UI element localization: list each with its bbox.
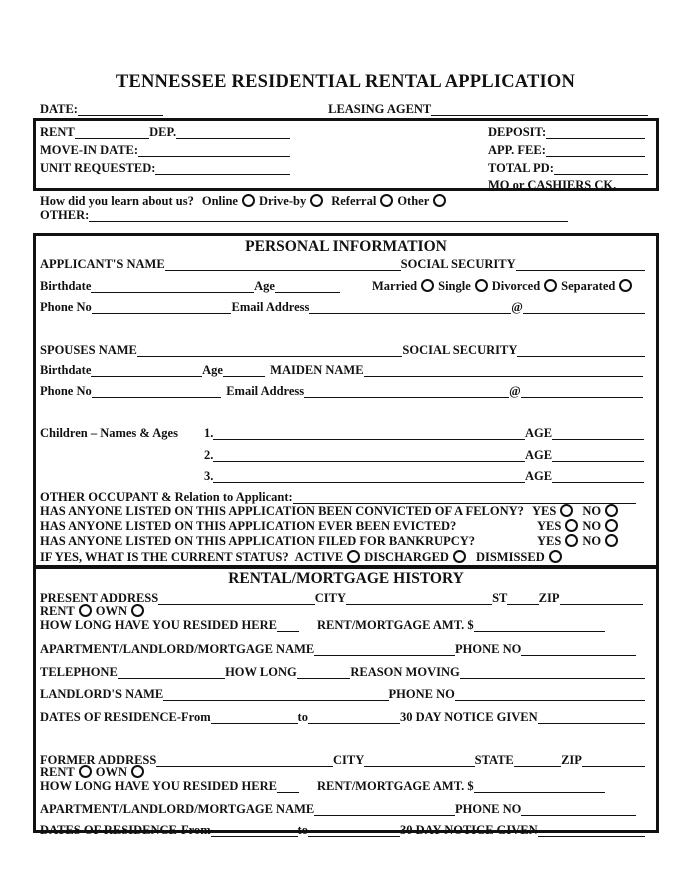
spouse-phone-label: Phone No: [40, 384, 92, 398]
child-1-number: 1.: [204, 426, 214, 440]
former-city-field[interactable]: [364, 754, 474, 767]
present-phone-field[interactable]: [521, 643, 636, 656]
felony-no-radio[interactable]: [605, 504, 618, 517]
deposit-field[interactable]: [546, 126, 645, 139]
former-how-long-label: HOW LONG HAVE YOU RESIDED HERE: [40, 779, 277, 793]
learn-driveby-label: Drive-by: [258, 194, 307, 208]
discharged-radio[interactable]: [453, 550, 466, 563]
present-rent-radio[interactable]: [79, 604, 92, 617]
former-notice-field[interactable]: [538, 824, 645, 837]
present-own-label: OWN: [95, 604, 127, 618]
spouse-email-field[interactable]: [304, 385, 509, 398]
evicted-question: HAS ANYONE LISTED ON THIS APPLICATION EVER BEEN EVICTED?: [40, 519, 457, 533]
spouse-name-field[interactable]: [137, 344, 402, 357]
other-field[interactable]: [89, 209, 568, 222]
former-address-label: FORMER ADDRESS: [40, 753, 157, 767]
present-city-label: CITY: [314, 591, 346, 605]
maiden-name-label: MAIDEN NAME: [270, 363, 364, 377]
spouse-email-domain-field[interactable]: [521, 385, 643, 398]
email-label: Email Address: [231, 300, 310, 314]
present-amt-label: RENT/MORTGAGE AMT. $: [316, 618, 474, 632]
phone-field[interactable]: [92, 301, 232, 314]
child-3-age-field[interactable]: [552, 470, 644, 483]
present-apt-name-label: APARTMENT/LANDLORD/MORTGAGE NAME: [40, 642, 315, 656]
unit-field[interactable]: [155, 162, 290, 175]
spouse-age-label: Age: [202, 363, 223, 377]
learn-question: How did you learn about us?: [40, 194, 194, 208]
telephone-field[interactable]: [118, 666, 225, 679]
divorced-label: Divorced: [491, 279, 541, 293]
spouse-age-field[interactable]: [223, 364, 265, 377]
unit-label: UNIT REQUESTED:: [40, 161, 156, 175]
spouse-email-label: Email Address: [226, 384, 305, 398]
present-amt-field[interactable]: [474, 619, 605, 632]
phone-label: Phone No: [40, 300, 92, 314]
landlord-phone-field[interactable]: [455, 688, 645, 701]
telephone-label: TELEPHONE: [40, 665, 118, 679]
former-phone-field[interactable]: [521, 803, 636, 816]
present-zip-label: ZIP: [538, 591, 560, 605]
rent-field[interactable]: [75, 126, 149, 139]
present-how-long-field[interactable]: [277, 619, 299, 632]
date-field[interactable]: [78, 103, 163, 116]
present-city-field[interactable]: [346, 592, 492, 605]
separated-label: Separated: [561, 279, 616, 293]
ssn-field[interactable]: [516, 258, 645, 271]
spouse-birthdate-field[interactable]: [91, 364, 202, 377]
bankruptcy-question: HAS ANYONE LISTED ON THIS APPLICATION FILED FOR BANKRUPCY?: [40, 534, 476, 548]
how-long-field[interactable]: [297, 666, 351, 679]
present-own-radio[interactable]: [131, 604, 144, 617]
app-fee-field[interactable]: [546, 144, 645, 157]
other-label: OTHER:: [40, 208, 90, 222]
former-notice-label: 30 DAY NOTICE GIVEN: [400, 823, 538, 837]
former-amt-label: RENT/MORTGAGE AMT. $: [316, 779, 474, 793]
single-radio[interactable]: [475, 279, 488, 292]
spouse-name-label: SPOUSES NAME: [40, 343, 137, 357]
move-in-field[interactable]: [138, 144, 290, 157]
learn-referral-label: Referral: [331, 194, 377, 208]
reason-moving-label: REASON MOVING: [350, 665, 460, 679]
maiden-name-field[interactable]: [364, 364, 643, 377]
at-sign: @: [511, 300, 523, 314]
active-label: ACTIVE: [294, 550, 344, 564]
divorced-radio[interactable]: [544, 279, 557, 292]
spouse-ssn-field[interactable]: [517, 344, 645, 357]
form-title: TENNESSEE RESIDENTIAL RENTAL APPLICATION: [115, 72, 576, 92]
present-notice-label: 30 DAY NOTICE GIVEN: [400, 710, 538, 724]
former-phone-label: PHONE NO: [455, 802, 522, 816]
bankruptcy-no-label: NO: [582, 534, 602, 548]
how-long-label: HOW LONG: [225, 665, 297, 679]
felony-yes-label: YES: [532, 504, 557, 518]
dep-field[interactable]: [176, 126, 290, 139]
present-address-label: PRESENT ADDRESS: [40, 591, 159, 605]
former-address-field[interactable]: [156, 754, 333, 767]
evicted-no-radio[interactable]: [605, 519, 618, 532]
dismissed-radio[interactable]: [549, 550, 562, 563]
spouse-birthdate-label: Birthdate: [40, 363, 92, 377]
former-to-label: to: [297, 823, 308, 837]
age-label: Age: [254, 279, 275, 293]
child-1-age-label: AGE: [524, 426, 553, 440]
present-dates-to-field[interactable]: [308, 711, 400, 724]
evicted-yes-label: YES: [537, 519, 562, 533]
child-3-name-field[interactable]: [213, 470, 525, 483]
child-2-age-label: AGE: [524, 448, 553, 462]
applicant-name-label: APPLICANT'S NAME: [40, 257, 165, 271]
bankruptcy-yes-radio[interactable]: [565, 534, 578, 547]
learn-online-radio[interactable]: [242, 194, 255, 207]
former-state-label: STATE: [474, 753, 514, 767]
mo-cashiers-label: MO or CASHIERS CK.: [488, 178, 617, 192]
child-2-name-field[interactable]: [213, 449, 525, 462]
former-city-label: CITY: [332, 753, 365, 767]
former-zip-label: ZIP: [561, 753, 582, 767]
present-to-label: to: [297, 710, 308, 724]
birthdate-field[interactable]: [91, 280, 254, 293]
felony-no-label: NO: [582, 504, 602, 518]
former-state-field[interactable]: [514, 754, 561, 767]
present-dates-from-field[interactable]: [211, 711, 298, 724]
date-agent-row: [40, 101, 648, 116]
former-zip-field[interactable]: [582, 754, 645, 767]
separated-radio[interactable]: [619, 279, 632, 292]
present-rent-label: RENT: [40, 604, 75, 618]
learn-referral-radio[interactable]: [380, 194, 393, 207]
former-own-label: OWN: [95, 765, 127, 779]
child-3-number: 3.: [204, 469, 214, 483]
spouse-phone-field[interactable]: [92, 385, 221, 398]
former-dates-to-field[interactable]: [308, 824, 400, 837]
age-field[interactable]: [275, 280, 340, 293]
rent-label: RENT: [40, 125, 75, 139]
discharged-label: DISCHARGED: [364, 550, 449, 564]
child-2-age-field[interactable]: [552, 449, 644, 462]
spouse-at-sign: @: [509, 384, 521, 398]
married-radio[interactable]: [421, 279, 434, 292]
birthdate-label: Birthdate: [40, 279, 92, 293]
learn-other-radio[interactable]: [433, 194, 446, 207]
former-apt-name-field[interactable]: [314, 803, 455, 816]
total-pd-field[interactable]: [554, 162, 648, 175]
applicant-name-field[interactable]: [165, 258, 401, 271]
former-dates-from-label: DATES OF RESIDENCE-From: [40, 823, 211, 837]
former-how-long-field[interactable]: [277, 780, 299, 793]
child-1-name-field[interactable]: [213, 427, 525, 440]
app-fee-label: APP. FEE:: [488, 143, 546, 157]
reason-moving-field[interactable]: [460, 666, 645, 679]
personal-heading: PERSONAL INFORMATION: [245, 238, 447, 255]
ssn-label: SOCIAL SECURITY: [400, 257, 516, 271]
landlord-name-field[interactable]: [163, 688, 388, 701]
present-phone-label: PHONE NO: [455, 642, 522, 656]
marital-row: [372, 278, 636, 293]
rental-heading: RENTAL/MORTGAGE HISTORY: [228, 570, 464, 587]
move-in-label: MOVE-IN DATE:: [40, 143, 139, 157]
active-radio[interactable]: [347, 550, 360, 563]
evicted-yes-radio[interactable]: [565, 519, 578, 532]
child-3-age-label: AGE: [524, 469, 553, 483]
present-notice-field[interactable]: [538, 711, 645, 724]
other-occupant-label: OTHER OCCUPANT & Relation to Applicant:: [40, 490, 293, 504]
email-field[interactable]: [309, 301, 511, 314]
former-rent-label: RENT: [40, 765, 75, 779]
felony-yes-radio[interactable]: [560, 504, 573, 517]
former-dates-from-field[interactable]: [211, 824, 298, 837]
bankruptcy-no-radio[interactable]: [605, 534, 618, 547]
leasing-agent-field[interactable]: [431, 103, 648, 116]
children-label: Children – Names & Ages: [40, 426, 178, 440]
leasing-agent-label: LEASING AGENT: [328, 102, 432, 116]
felony-question: HAS ANYONE LISTED ON THIS APPLICATION BEEN CONVICTED OF A FELONY?: [40, 504, 524, 518]
present-address-field[interactable]: [158, 592, 315, 605]
married-label: Married: [372, 279, 418, 293]
child-2-number: 2.: [204, 448, 214, 462]
bankruptcy-yes-label: YES: [537, 534, 562, 548]
evicted-no-label: NO: [582, 519, 602, 533]
present-dates-from-label: DATES OF RESIDENCE-From: [40, 710, 211, 724]
child-1-age-field[interactable]: [552, 427, 644, 440]
present-how-long-label: HOW LONG HAVE YOU RESIDED HERE: [40, 618, 277, 632]
present-st-label: ST: [492, 591, 508, 605]
dismissed-label: DISMISSED: [475, 550, 545, 564]
former-rent-radio[interactable]: [79, 765, 92, 778]
dep-label: DEP.: [149, 125, 177, 139]
total-pd-label: TOTAL PD:: [488, 161, 554, 175]
learn-other-label: Other: [397, 194, 430, 208]
former-own-radio[interactable]: [131, 765, 144, 778]
status-question: IF YES, WHAT IS THE CURRENT STATUS?: [40, 550, 289, 564]
present-apt-name-field[interactable]: [314, 643, 455, 656]
present-st-field[interactable]: [507, 592, 538, 605]
deposit-label: DEPOSIT:: [488, 125, 547, 139]
former-apt-name-label: APARTMENT/LANDLORD/MORTGAGE NAME: [40, 802, 315, 816]
former-amt-field[interactable]: [474, 780, 605, 793]
learn-row: [40, 193, 450, 208]
landlord-phone-label: PHONE NO: [388, 687, 455, 701]
single-label: Single: [438, 279, 471, 293]
email-domain-field[interactable]: [523, 301, 645, 314]
learn-driveby-radio[interactable]: [310, 194, 323, 207]
spouse-ssn-label: SOCIAL SECURITY: [402, 343, 518, 357]
landlord-name-label: LANDLORD'S NAME: [40, 687, 164, 701]
learn-online-label: Online: [201, 194, 238, 208]
present-zip-field[interactable]: [560, 592, 643, 605]
date-label: DATE:: [40, 102, 78, 116]
